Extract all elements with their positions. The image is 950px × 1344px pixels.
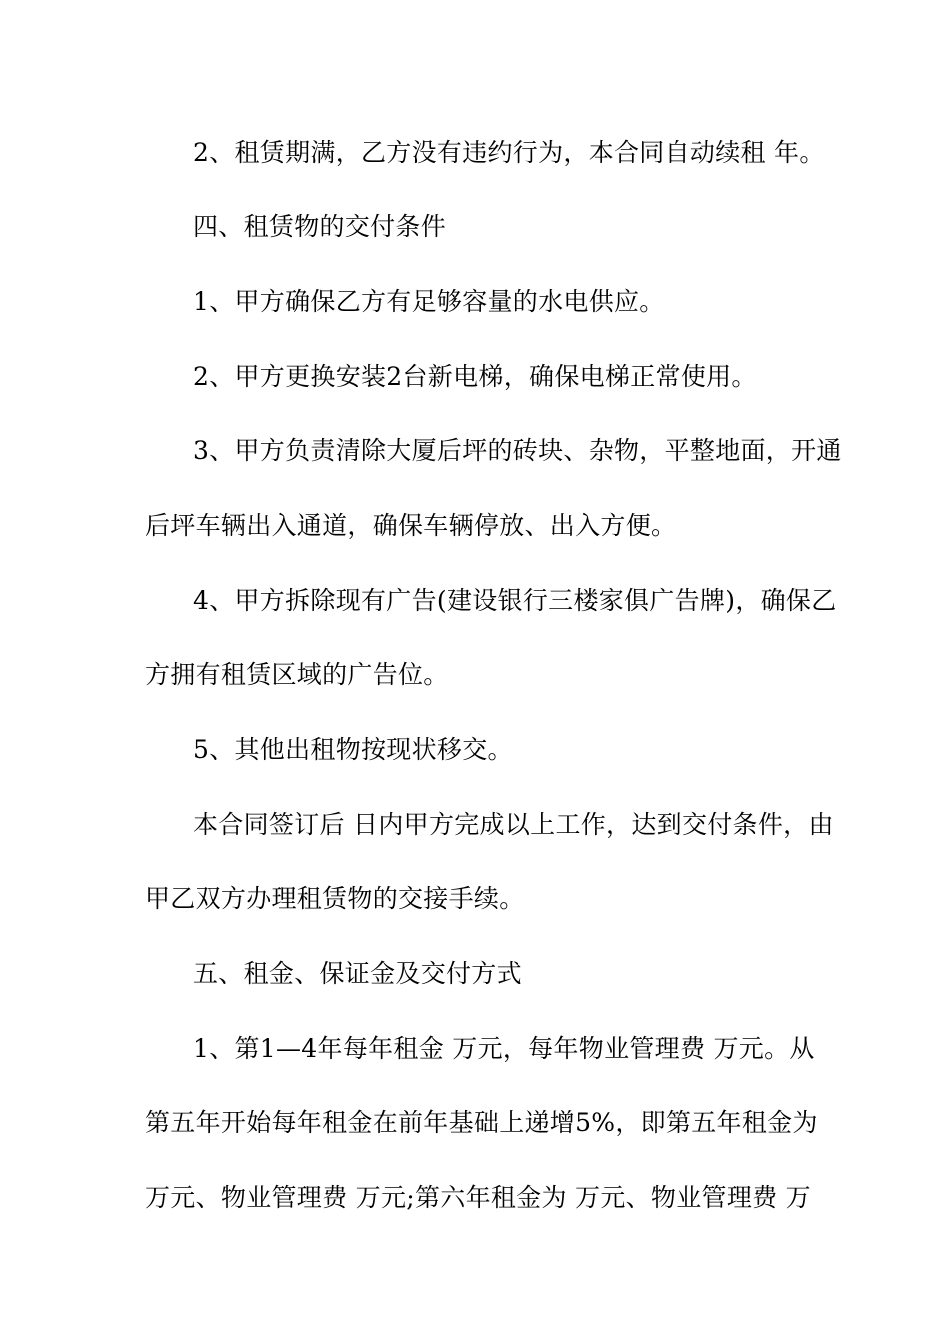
text-line-rent-increase: 第五年开始每年租金在前年基础上递增5%，即第五年租金为	[145, 1108, 818, 1137]
text-line-clear-backyard: 3、甲方负责清除大厦后坪的砖块、杂物，平整地面，开通	[193, 436, 842, 465]
text-line-completion-days-cont: 甲乙双方办理租赁物的交接手续。	[145, 884, 525, 913]
text-line-water-power: 1、甲方确保乙方有足够容量的水电供应。	[193, 287, 665, 316]
section-heading-rent-deposit: 五、租金、保证金及交付方式	[193, 959, 522, 988]
text-line-clear-backyard-cont: 后坪车辆出入通道，确保车辆停放、出入方便。	[145, 511, 677, 540]
text-line-completion-days: 本合同签订后 日内甲方完成以上工作，达到交付条件，由	[193, 810, 834, 839]
text-line-renewal: 2、租赁期满，乙方没有违约行为，本合同自动续租 年。	[193, 138, 825, 167]
text-line-rent-years-1-4: 1、第1—4年每年租金 万元，每年物业管理费 万元。从	[193, 1034, 815, 1063]
text-line-elevators: 2、甲方更换安装2台新电梯，确保电梯正常使用。	[193, 362, 757, 391]
text-line-remove-ads-cont: 方拥有租赁区域的广告位。	[145, 660, 449, 689]
text-line-handover-as-is: 5、其他出租物按现状移交。	[193, 735, 513, 764]
text-line-rent-year-six: 万元、物业管理费 万元;第六年租金为 万元、物业管理费 万	[145, 1183, 811, 1212]
text-line-remove-ads: 4、甲方拆除现有广告(建设银行三楼家俱广告牌)，确保乙	[193, 586, 837, 615]
section-heading-delivery-conditions: 四、租赁物的交付条件	[193, 212, 447, 241]
